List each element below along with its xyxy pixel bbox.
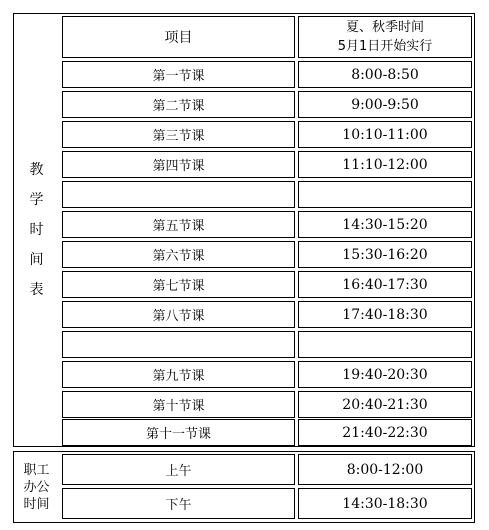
period-name: 第六节课 [62,241,295,268]
teaching-label-char: 表 [29,282,44,298]
table-row [62,419,472,446]
period-name: 第九节课 [62,361,295,388]
period-name: 第五节课 [62,211,295,238]
teaching-label-char: 间 [29,252,44,268]
period-time: 14:30-15:20 [298,211,472,238]
table-row [62,391,472,418]
table-row [62,241,472,268]
period-name: 第三节课 [62,121,295,148]
period-name: 第四节课 [62,151,295,178]
period-name: 第一节课 [62,61,295,88]
table-row [62,91,472,118]
office-period-name: 下午 [62,488,295,519]
period-time: 21:40-22:30 [298,419,472,446]
period-time: 9:00-9:50 [298,91,472,118]
period-time: 10:10-11:00 [298,121,472,148]
period-time: 20:40-21:30 [298,391,472,418]
table-row [62,151,472,178]
teaching-label-char: 学 [29,192,44,208]
break-cell [62,181,295,208]
office-hours-section [13,451,475,523]
period-name: 第七节课 [62,271,295,298]
office-period-name: 上午 [62,454,295,485]
period-time: 8:00-8:50 [298,61,472,88]
header-time-line1: 夏、秋季时间 [345,20,424,35]
table-row [62,454,472,485]
table-row [62,121,472,148]
period-name: 第八节课 [62,301,295,328]
office-period-time: 14:30-18:30 [298,488,472,519]
period-time: 17:40-18:30 [298,301,472,328]
break-cell [62,331,295,358]
break-cell [298,181,472,208]
period-name: 第二节课 [62,91,295,118]
table-row [62,211,472,238]
table-row-blank [62,181,472,208]
table-row [62,271,472,298]
header-row [62,16,472,58]
break-cell [298,331,472,358]
period-name: 第十节课 [62,391,295,418]
period-time: 16:40-17:30 [298,271,472,298]
table-row [62,488,472,519]
period-time: 11:10-12:00 [298,151,472,178]
table-row [62,301,472,328]
office-section-label: 职工 办公 时间 [23,462,50,512]
period-name: 第十一节课 [62,419,295,446]
header-item: 项目 [62,16,295,58]
office-period-time: 8:00-12:00 [298,454,472,485]
teaching-schedule-section [13,13,475,447]
header-time-line2: 5月1日开始实行 [337,39,433,54]
teaching-label-char: 时 [29,222,44,238]
period-time: 15:30-16:20 [298,241,472,268]
teaching-label-char: 教 [29,162,44,178]
table-row [62,61,472,88]
header-time [298,16,472,58]
schedule-table [13,13,475,519]
teaching-section-label [14,14,59,446]
period-time: 19:40-20:30 [298,361,472,388]
table-row-blank [62,331,472,358]
table-row [62,361,472,388]
